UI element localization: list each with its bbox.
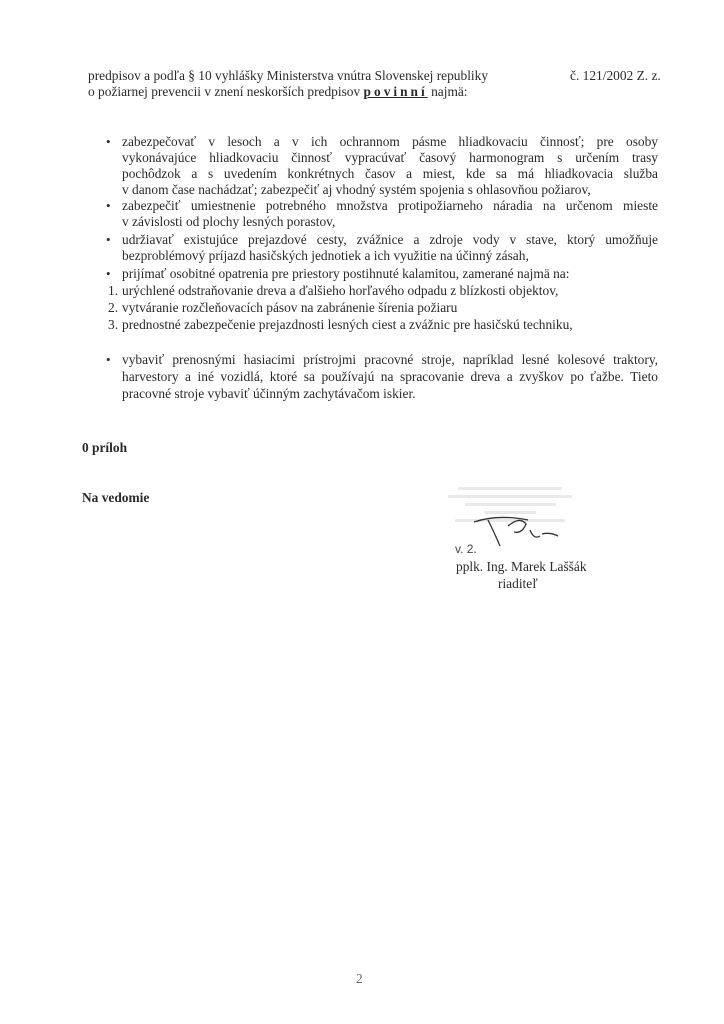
bullet-1-line: v danom čase nachádzať; zabezpečiť aj vhodný systém spojenia s ohlasovňou požiarov, [122, 182, 591, 197]
bullet-icon: • [106, 198, 111, 213]
numbered-item: vytváranie rozčleňovacích pásov na zabránenie šírenia požiaru [122, 300, 458, 315]
bullet-5-line: pracovné stroje vybaviť účinným zachytávačom iskier. [122, 386, 416, 401]
bullet-5-line: vybaviť prenosnými hasiacimi prístrojmi pracovné stroje, napríklad lesné kolesové traktory, [122, 352, 658, 367]
list-number: 3. [108, 317, 119, 332]
intro-text: predpisov a podľa § 10 vyhlášky Ministerstva vnútra Slovenskej republiky [88, 68, 489, 83]
bullet-3-line: bezproblémový príjazd hasičských jednotiek a ich využitie na účinný zásah, [122, 248, 529, 263]
page-number: 2 [356, 971, 363, 986]
bullet-icon: • [106, 352, 111, 367]
attachments-label: 0 príloh [82, 440, 128, 455]
signatory-name: pplk. Ing. Marek Laššák [456, 559, 587, 574]
list-number: 1. [108, 283, 119, 298]
intro-text: najmä: [431, 84, 468, 99]
list-number: 2. [108, 300, 119, 315]
bullet-3-line: udržiavať existujúce prejazdové cesty, zvážnice a zdroje vody v stave, ktorý umožňuje [122, 232, 658, 247]
signatory-title: riaditeľ [498, 576, 538, 591]
bullet-2-line: v závislosti od plochy lesných porastov, [122, 214, 336, 229]
bullet-icon: • [106, 266, 111, 281]
bullet-1-line: zabezpečovať v lesoch a v ich ochrannom pásme hliadkovaciu činnosť; pre osoby [122, 134, 658, 149]
intro-line-1 [88, 68, 488, 84]
numbered-item: prednostné zabezpečenie prejazdnosti lesných ciest a zvážnic pre hasičskú techniku, [122, 317, 573, 332]
bullet-2-line: zabezpečiť umiestnenie potrebného množstva protipožiarneho náradia na určenom mieste [122, 198, 658, 213]
cc-label: Na vedomie [82, 490, 150, 505]
signature-initials: v. 2. [455, 542, 477, 556]
bullet-icon: • [106, 134, 111, 149]
bullet-icon: • [106, 232, 111, 247]
bullet-1-line: vykonávajúce hliadkovaciu činnosť vypracúvať časový harmonogram s určením trasy [122, 150, 658, 165]
intro-line-2 [88, 84, 468, 100]
intro-regulation-number: č. 121/2002 Z. z. [570, 68, 661, 83]
emphasis-povinni: povinní [363, 84, 428, 99]
bullet-5-line: harvestory a iné vozidlá, ktoré sa používajú na spracovanie dreva a zvyškov po ťažbe. Tieto [122, 369, 658, 384]
intro-text: o požiarnej prevencii v znení neskorších predpisov [88, 84, 361, 99]
bullet-4-line: prijímať osobitné opatrenia pre priestory postihnuté kalamitou, zamerané najmä na: [122, 266, 570, 281]
numbered-item: urýchlené odstraňovanie dreva a ďalšieho horľavého odpadu z blízkosti objektov, [122, 283, 559, 298]
signature-scribble [468, 512, 563, 552]
bullet-1-line: pochôdzok a s uvedením konkrétnych časov a miest, kde sa má hliadkovacia služba [122, 166, 658, 181]
